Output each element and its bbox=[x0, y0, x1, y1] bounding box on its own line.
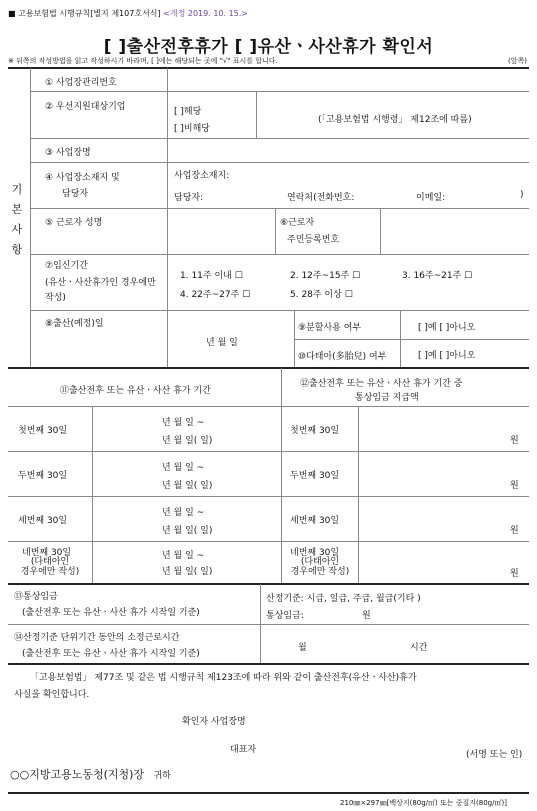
priority-yes-checkbox[interactable]: [ ]해당 bbox=[174, 107, 202, 117]
wage-row-3-label: 세번째 30일 bbox=[290, 516, 340, 526]
period-row-2-label: 두번째 30일 bbox=[18, 471, 68, 481]
pregnancy-label-2: (유산ㆍ사산휴가인 경우에만 bbox=[45, 278, 156, 288]
pregnancy-option-1[interactable]: 1. 11주 이내 ☐ bbox=[180, 271, 243, 281]
work-hours-label: ⑭산정기준 단위기간 동안의 소정근로시간 bbox=[14, 633, 180, 643]
worker-id-label: ⑥근로자 bbox=[280, 218, 315, 228]
ordinary-wage-note: (출산전후 또는 유산ㆍ사산 휴가 시작일 기준) bbox=[22, 608, 200, 618]
priority-no-checkbox[interactable]: [ ]비해당 bbox=[174, 124, 210, 134]
location-phone: 연락처(전화번호: bbox=[287, 193, 355, 203]
location-email: 이메일: bbox=[416, 193, 446, 203]
location-address: 사업장소재지: bbox=[174, 171, 230, 181]
wage-basis[interactable]: 산정기준: 시급, 일급, 주급, 월급(기타 ) bbox=[266, 594, 421, 604]
work-hours-month[interactable]: 월 bbox=[298, 643, 307, 653]
pregnancy-label-3: 작성) bbox=[45, 293, 66, 303]
pregnancy-label: ⑦임신기간 bbox=[45, 261, 88, 271]
confirm-text: 「고용보험법」 제77조 및 같은 법 시행규칙 제123조에 따라 위와 같이 출산전후(유산ㆍ사산)휴가 bbox=[30, 673, 417, 683]
pregnancy-option-4[interactable]: 4. 22주~27주 ☐ bbox=[180, 290, 251, 300]
confirm-text-2: 사실을 확인합니다. bbox=[14, 690, 90, 700]
confirmer-biz-name: 확인자 사업장명 bbox=[182, 717, 246, 727]
period-row-3-end[interactable]: 년 월 일( 일) bbox=[162, 526, 213, 536]
birth-date-field[interactable]: 년 월 일 bbox=[206, 338, 238, 348]
priority-label: ② 우선지원대상기업 bbox=[45, 102, 126, 112]
ordinary-wage-label: ⑬통상임금 bbox=[14, 592, 58, 602]
instruction-note: ※ 뒤쪽의 작성방법을 읽고 작성하시기 바라며, [ ]에는 해당되는 곳에 "√" 표시를 합니다. bbox=[8, 57, 278, 65]
period-row-4-end[interactable]: 년 월 일( 일) bbox=[162, 567, 213, 577]
page-side-label: (앞쪽) bbox=[508, 57, 527, 65]
worker-id-label-2: 주민등록번호 bbox=[287, 235, 340, 245]
wage-row-4-note: (다태아인 경우에만 작성) bbox=[290, 557, 350, 577]
location-person: 담당자: bbox=[174, 193, 204, 203]
period-row-3-start[interactable]: 년 월 일 ~ bbox=[162, 508, 205, 518]
location-label-2: 담당자 bbox=[62, 189, 89, 199]
priority-note: (「고용보험법 시행령」 제12조에 따름) bbox=[318, 115, 472, 125]
period-row-4-note: (다태아인 경우에만 작성) bbox=[20, 557, 80, 577]
period-row-3-label: 세번째 30일 bbox=[18, 516, 68, 526]
paper-spec: 210㎜×297㎜[백상지(80g/㎡) 또는 중질지(80g/㎡)] bbox=[340, 799, 507, 807]
section-label-basic: 기 본 사 항 bbox=[11, 183, 23, 256]
recipient-office: ○○지방고용노동청(지청)장 귀하 bbox=[10, 768, 171, 781]
period-row-1-start[interactable]: 년 월 일 ~ bbox=[162, 418, 205, 428]
wage-row-4-label: 네번째 30일 bbox=[290, 548, 340, 558]
multiple-birth-label: ⑩다태아(多胎兒) 여부 bbox=[298, 352, 387, 362]
period-row-2-start[interactable]: 년 월 일 ~ bbox=[162, 463, 205, 473]
split-use-options[interactable]: [ ]예 [ ]아니오 bbox=[418, 323, 476, 333]
period-row-1-label: 첫번째 30일 bbox=[18, 426, 68, 436]
wage-paid-header-2: 통상임금 지급액 bbox=[355, 393, 419, 403]
signature-label: (서명 또는 인) bbox=[466, 750, 523, 760]
biz-name-label: ③ 사업장명 bbox=[45, 148, 91, 158]
revision-date: <개정 2019. 10. 15.> bbox=[163, 9, 249, 18]
page-title: [ ]출산전후휴가 [ ]유산ㆍ사산휴가 확인서 bbox=[103, 37, 434, 57]
biz-no-label: ① 사업장관리번호 bbox=[45, 78, 117, 88]
birth-date-label: ⑧출산(예정)일 bbox=[45, 319, 104, 329]
pregnancy-option-2[interactable]: 2. 12주~15주 ☐ bbox=[290, 271, 361, 281]
wage-amount-label: 통상임금: bbox=[266, 611, 304, 621]
law-reference: ■ 고용보험법 시행규칙[별지 제107호서식] bbox=[8, 9, 161, 18]
period-header: ⑪출산전후 또는 유산ㆍ사산 휴가 기간 bbox=[60, 386, 211, 396]
work-hours-unit: 시간 bbox=[410, 643, 428, 653]
period-row-2-end[interactable]: 년 월 일( 일) bbox=[162, 481, 213, 491]
period-row-4-label: 네번째 30일 bbox=[22, 548, 72, 558]
location-close-paren: ) bbox=[520, 190, 524, 200]
location-label: ④ 사업장소재지 및 bbox=[45, 173, 120, 183]
wage-row-2-unit: 원 bbox=[510, 481, 519, 491]
work-hours-note: (출산전후 또는 유산ㆍ사산 휴가 시작일 기준) bbox=[22, 649, 200, 659]
pregnancy-option-3[interactable]: 3. 16주~21주 ☐ bbox=[402, 271, 473, 281]
multiple-birth-options[interactable]: [ ]예 [ ]아니오 bbox=[418, 351, 476, 361]
wage-row-2-label: 두번째 30일 bbox=[290, 471, 340, 481]
wage-paid-header: ⑫출산전후 또는 유산ㆍ사산 휴가 기간 중 bbox=[300, 379, 463, 389]
wage-row-3-unit: 원 bbox=[510, 526, 519, 536]
wage-row-1-label: 첫번째 30일 bbox=[290, 426, 340, 436]
wage-amount-unit: 원 bbox=[362, 611, 371, 621]
wage-row-4-unit: 원 bbox=[510, 569, 519, 579]
worker-name-label: ⑤ 근로자 성명 bbox=[45, 218, 103, 228]
split-use-label: ⑨분할사용 여부 bbox=[298, 323, 362, 333]
form-header bbox=[8, 8, 248, 19]
period-row-4-start[interactable]: 년 월 일 ~ bbox=[162, 551, 205, 561]
pregnancy-option-5[interactable]: 5. 28주 이상 ☐ bbox=[290, 290, 353, 300]
wage-row-1-unit: 원 bbox=[510, 436, 519, 446]
representative-label: 대표자 bbox=[230, 745, 257, 755]
period-row-1-end[interactable]: 년 월 일( 일) bbox=[162, 436, 213, 446]
